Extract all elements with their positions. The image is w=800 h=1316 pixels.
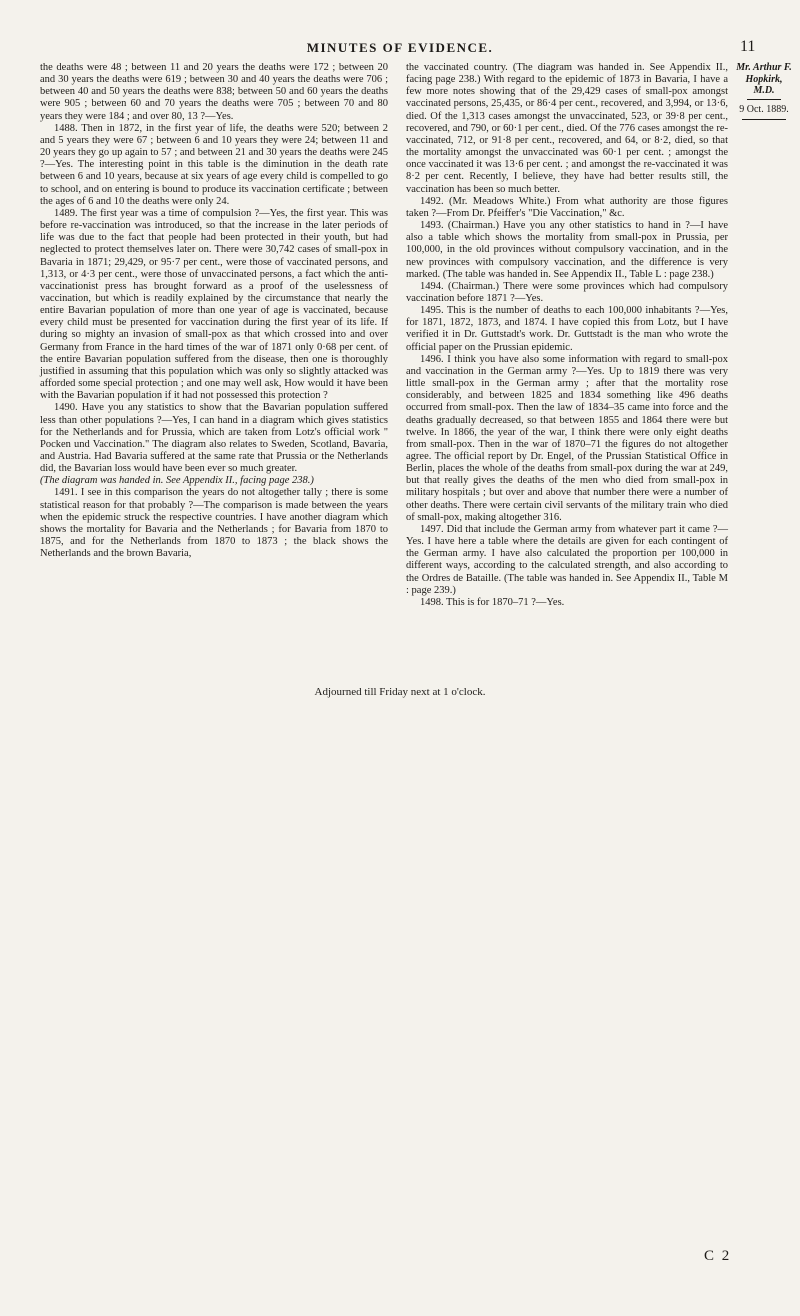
witness-name: Mr. Arthur F. Hopkirk, [736,62,792,85]
paragraph: 1490. Have you any statistics to show that the Bavarian population suffered less than other populations ?—Yes, I can hand in a diagram which gives statistics for the Netherlands and for Prussia, which are taken from Lotz's official work " Pocken und Vaccination." The diagram also relates to Sweden, Scotland, Bavaria, and Austria. Had Bavaria suffered at the same rate that Prussia or the Netherlands did, the Bavarian loss would have been ever so much greater. [40,402,388,475]
editorial-note: (The diagram was handed in. See Appendix II., facing page 238.) [40,475,314,487]
paragraph: 1489. The first year was a time of compulsion ?—Yes, the first year. This was before re-vaccination was introduced, so that the increase in the later periods of life was due to the fact that people had been protected in their youth, but had neglected to protect themselves later on. There were 30,742 cases of small-pox in Bavaria in 1871; 29,429, or 95·7 per cent., were those of vaccinated persons, and 1,313, or 4·3 per cent., were those of unvaccinated persons, a fact which the anti-vaccinationist press has brought forward as a proof of the uselessness of vaccination, but which is readily explained by the circumstance that nearly the entire Bavarian population of more than one year of age is vaccinated, because every child must be presented for vaccination during the first year of its life. If during so mighty an invasion of small-pox as that which crossed into and over Germany from France in the hard times of the war of 1871 only 0·68 per cent. of the entire Bavarian population suffered from the disease, then one is thoroughly justified in assuming that this population which was only so slightly attacked was afforded some special protection ; and one may well ask, How would it have been with the Bavarian population if it had not possessed this protection ? [40,207,388,402]
hearing-date: 9 Oct. 1889. [739,103,789,115]
paragraph: 1498. This is for 1870–71 ?—Yes. [420,596,565,608]
paragraph: 1493. (Chairman.) Have you any other statistics to hand in ?—I have also a table which shows the mortality from small-pox in Prussia, per 100,000, in the old provinces without compulsory vaccination, and in the new provinces with compulsory vaccination, and the difference is very marked. (The table was handed in. See Appendix II., Table L : page 238.) [406,220,728,280]
paragraph: 1494. (Chairman.) There were some provinces which had compulsory vaccination before 1871 ?—Yes. [406,280,728,304]
paragraph: 1497. Did that include the German army from whatever part it came ?—Yes. I have here a table where the details are given for each contingent of the German army. I have also calculated the proportion per 100,000 in different ways, according to the calculated strength, and also according to the Ordres de Bataille. (The table was handed in. See Appendix II., Table M : page 239.) [406,523,728,596]
witness-margin-note [734,62,794,120]
page-title: MINUTES OF EVIDENCE. [306,40,494,55]
page-number: 11 [740,38,756,55]
paragraph: the vaccinated country. (The diagram was handed in. See Appendix II., facing page 238.) With regard to the epidemic of 1873 in Bavaria, I have a few more notes showing that of the 29,429 cases of small-pox amongst vaccinated persons, 25,435, or 86·4 per cent., recovered, and 3,994, or 13·6, died. Of the 1,313 cases amongst the unvaccinated, 523, or 39·8 per cent., recovered, and 790, or 60·1 per cent., died. Of the 776 cases amongst the re-vaccinated, 712, or 91·8 per cent., recovered, and 64, or 8·2, died, so that the mortality amongst the unvaccinated was 60·1 per cent. ; amongst the once vaccinated it was 13·6 per cent. ; and amongst the re-vaccinated it was 8·2 per cent. Recently, I believe, they have had better results still, the vaccination has been so much better. [406,62,728,195]
left-column [40,62,388,560]
signature-mark: C 2 [704,1248,732,1264]
paragraph: 1488. Then in 1872, in the first year of life, the deaths were 520; between 2 and 5 years they were 67 ; between 6 and 10 years they were 24; between 11 and 20 years they go up again to 57 ; and between 21 and 30 years the deaths were 245 ?—Yes. The interesting point in this table is the diminution in the death rate between 6 and 10 years, because at six years of age every child is compelled to go to school, and on entering is bound to produce its vaccination certificate ; between the ages of 6 and 10 the deaths were only 24. [40,122,388,207]
right-column [406,62,728,609]
paragraph: 1496. I think you have also some information with regard to small-pox and vaccination in the German army ?—Yes. Up to 1819 there was very little small-pox in the German army ; after that the mortality rose considerably, and between 1825 and 1834 something like 496 deaths occurred from small-pox. Then the law of 1834–35 came into force and the deaths gradually decreased, so that between 1855 and 1864 there were but twelve. In 1866, the year of the war, I think there were only eight deaths from small-pox. Then in the war of 1870–71 the figures do not altogether agree. The official report by Dr. Engel, of the Prussian Statistical Office in Berlin, places the whole of the deaths from small-pox during the war at 249, but that really gives the deaths of the men who died from small-pox in military hospitals ; but over and above that number there were a number of other deaths. There were certain civil servants of the military train who died of small-pox, making altogether 316. [406,353,728,523]
witness-degree: M.D. [753,85,775,96]
divider [742,119,786,120]
divider [747,99,781,100]
paragraph: 1495. This is the number of deaths to each 100,000 inhabitants ?—Yes, for 1871, 1872, 1873, and 1874. I have copied this from Lotz, but I have verified it in Dr. Guttstadt's work. Dr. Guttstadt is the man who wrote the official paper on the Prussian epidemic. [406,305,728,353]
paragraph: 1491. I see in this comparison the years do not altogether tally ; there is some statistical reason for that probably ?—The comparison is made between the years when the epidemic struck the respective countries. I have another diagram which shows the mortality for Bavaria and the Netherlands ; for Bavaria from 1870 to 1875, and for the Netherlands from 1870 to 1873 ; the black shows the Netherlands and the brown Bavaria, [40,487,388,560]
paragraph: 1492. (Mr. Meadows White.) From what authority are those figures taken ?—From Dr. Pfeiffer's "Die Vaccination," &c. [406,195,728,219]
adjournment-note: Adjourned till Friday next at 1 o'clock. [314,686,486,698]
paragraph: the deaths were 48 ; between 11 and 20 years the deaths were 172 ; between 20 and 30 years the deaths were 619 ; between 30 and 40 years the deaths were 706 ; between 40 and 50 years the deaths were 838; between 50 and 60 years the deaths were 905 ; between 60 and 70 years the deaths were 705 ; between 70 and 80 years they were 184 ; and over 80, 13 ?—Yes. [40,62,388,122]
